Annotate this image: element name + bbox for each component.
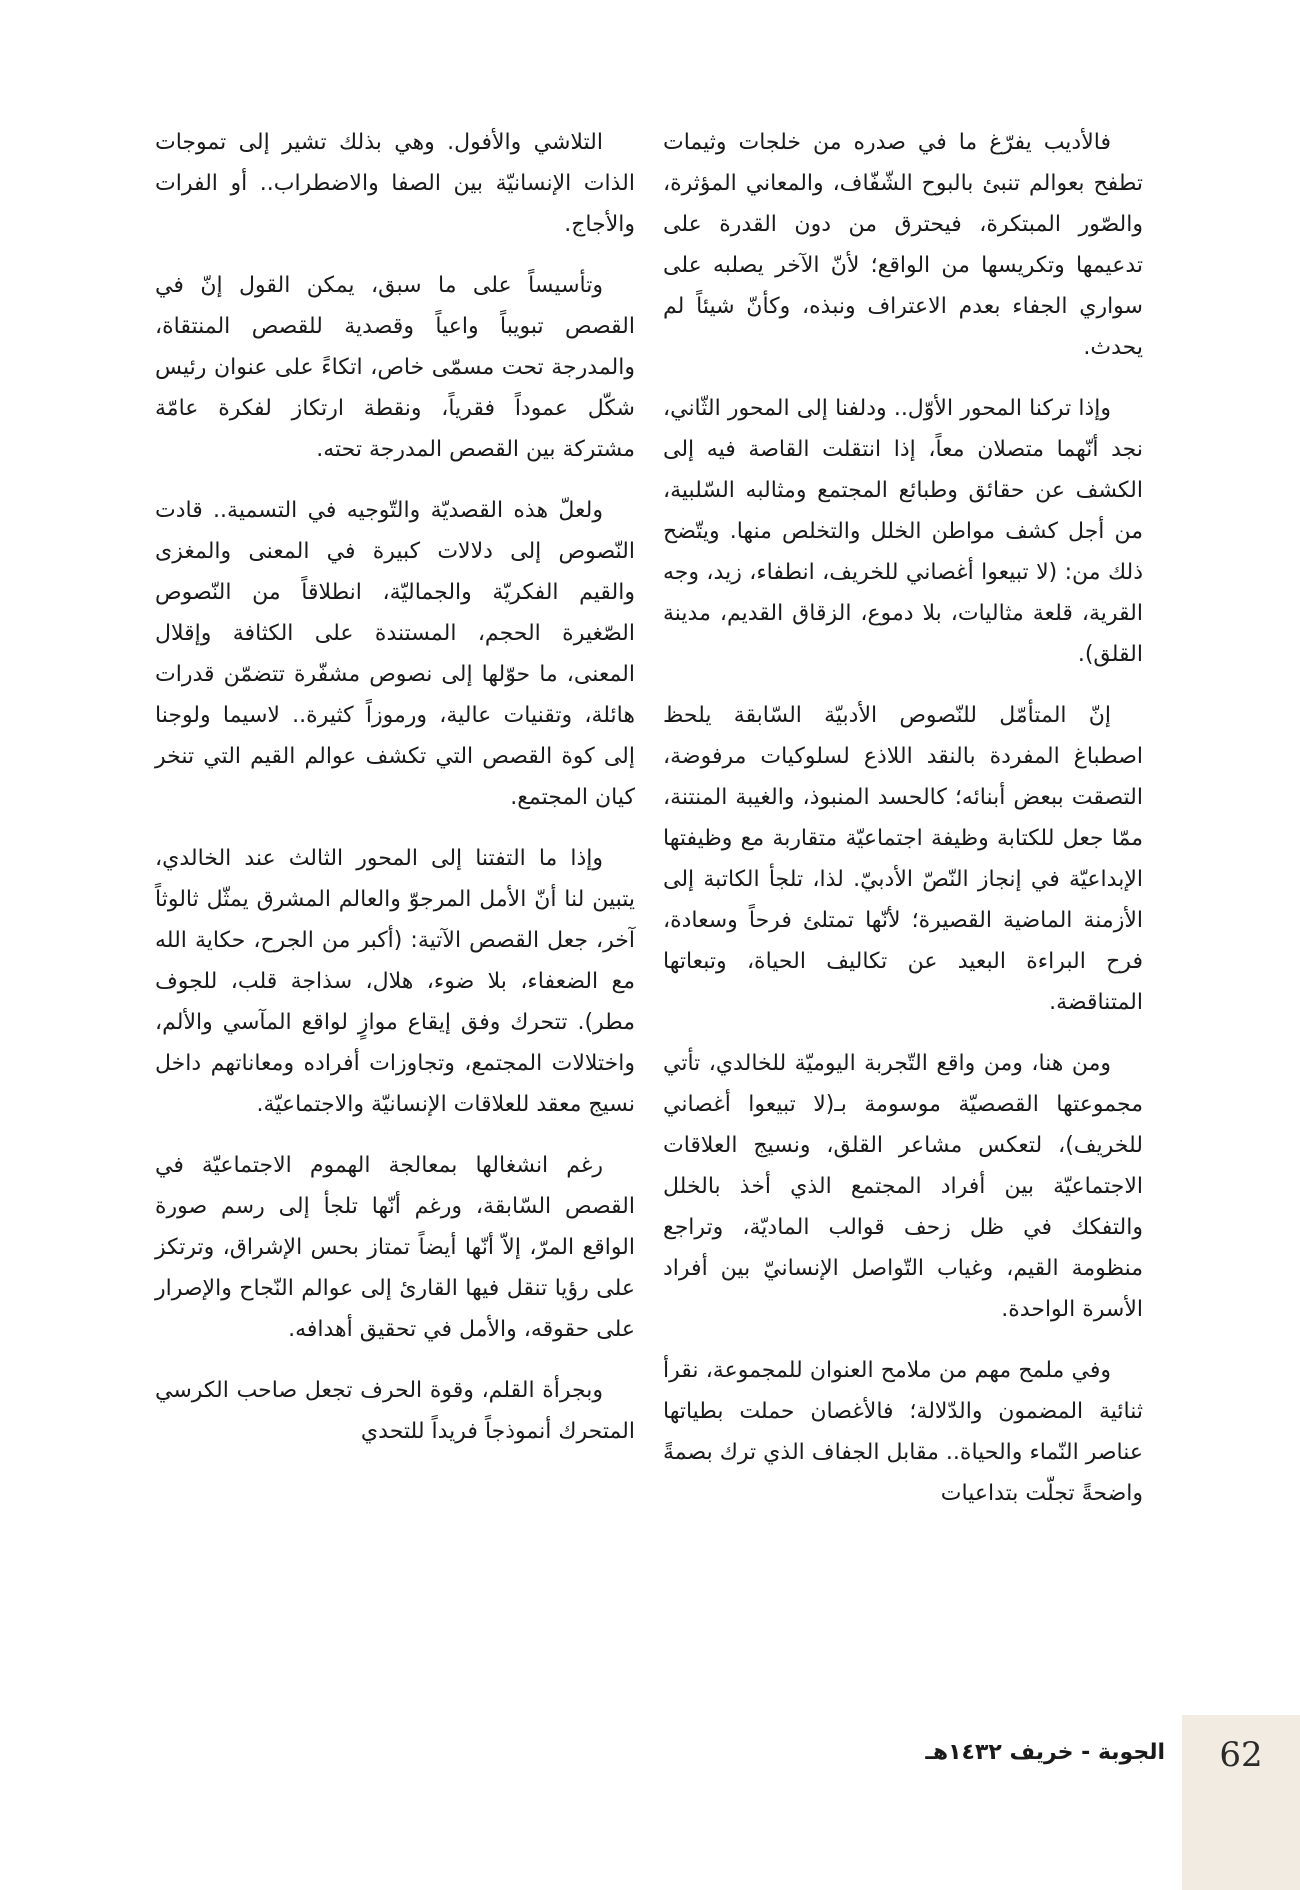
page-number: 62 — [1219, 1735, 1263, 1775]
article-column-left — [155, 122, 635, 1472]
paragraph: ومن هنا، ومن واقع التّجربة اليوميّة للخالدي، تأتي مجموعتها القصصيّة موسومة بـ(لا تبيعوا أغصاني للخريف)، لتعكس مشاعر القلق، ونسيج العلاقات الاجتماعيّة بين أفراد المجتمع الذي أخذ بالخلل والتفكك في ظل زحف قوالب الماديّة، وتراجع منظومة القيم، وغياب التّواصل الإنسانيّ بين أفراد الأسرة الواحدة. — [663, 1051, 1143, 1322]
paragraph: ولعلّ هذه القصديّة والتّوجيه في التسمية.. قادت النّصوص إلى دلالات كبيرة في المعنى والمغزى والقيم الفكريّة والجماليّة، انطلاقاً من النّصوص الصّغيرة الحجم، المستندة على الكثافة وإقلال المعنى، ما حوّلها إلى نصوص مشفّرة تتضمّن قدرات هائلة، وتقنيات عالية، ورموزاً كثيرة.. لاسيما ولوجنا إلى كوة القصص التي تكشف عوالم القيم التي تنخر كيان المجتمع. — [155, 498, 635, 810]
paragraph: رغم انشغالها بمعالجة الهموم الاجتماعيّة في القصص السّابقة، ورغم أنّها تلجأ إلى رسم صورة الواقع المرّ، إلاّ أنّها أيضاً تمتاز بحس الإشراق، وترتكز على رؤيا تنقل فيها القارئ إلى عوالم النّجاح والإصرار على حقوقه، والأمل في تحقيق أهدافه. — [155, 1153, 635, 1342]
issue-label: الجوبة - خريف ١٤٣٢هـ — [925, 1740, 1165, 1765]
paragraph: وبجرأة القلم، وقوة الحرف تجعل صاحب الكرسي المتحرك أنموذجاً فريداً للتحدي — [155, 1378, 635, 1444]
paragraph: وفي ملمح مهم من ملامح العنوان للمجموعة، نقرأ ثنائية المضمون والدّلالة؛ فالأغصان حملت بطياتها عناصر النّماء والحياة.. مقابل الجفاف الذي ترك بصمةً واضحةً تجلّت بتداعيات — [663, 1358, 1143, 1506]
article-column-right — [663, 122, 1143, 1534]
paragraph: وإذا تركنا المحور الأوّل.. ودلفنا إلى المحور الثّاني، نجد أنّهما متصلان معاً، إذا انتقلت القاصة فيه إلى الكشف عن حقائق وطبائع المجتمع ومثالبه السّلبية، من أجل كشف مواطن الخلل والتخلص منها. ويتّضح ذلك من: (لا تبيعوا أغصاني للخريف، انطفاء، زيد، وجه القرية، قلعة مثاليات، بلا دموع، الزقاق القديم، مدينة القلق). — [663, 396, 1143, 667]
paragraph: وتأسيساً على ما سبق، يمكن القول إنّ في القصص تبويباً واعياً وقصدية للقصص المنتقاة، والمدرجة تحت مسمّى خاص، اتكاءً على عنوان رئيس شكّل عموداً فقرياً، ونقطة ارتكاز لفكرة عامّة مشتركة بين القصص المدرجة تحته. — [155, 273, 635, 462]
paragraph: إنّ المتأمّل للنّصوص الأدبيّة السّابقة يلحظ اصطباغ المفردة بالنقد اللاذع لسلوكيات مرفوضة، التصقت ببعض أبنائه؛ كالحسد المنبوذ، والغيبة المنتنة، ممّا جعل للكتابة وظيفة اجتماعيّة متقاربة مع وظيفتها الإبداعيّة في إنجاز النّصّ الأدبيّ. لذا، تلجأ الكاتبة إلى الأزمنة الماضية القصيرة؛ لأنّها تمتلئ فرحاً وسعادة، فرح البراءة البعيد عن تكاليف الحياة، وتبعاتها المتناقضة. — [663, 703, 1143, 1015]
paragraph: وإذا ما التفتنا إلى المحور الثالث عند الخالدي، يتبين لنا أنّ الأمل المرجوّ والعالم المشرق يمثّل ثالوثاً آخر، جعل القصص الآتية: (أكبر من الجرح، حكاية الله مع الضعفاء، بلا ضوء، هلال، سذاجة قلب، للجوف مطر). تتحرك وفق إيقاع موازٍ لواقع المآسي والألم، واختلالات المجتمع، وتجاوزات أفراده ومعاناتهم داخل نسيج معقد للعلاقات الإنسانيّة والاجتماعيّة. — [155, 846, 635, 1117]
paragraph: التلاشي والأفول. وهي بذلك تشير إلى تموجات الذات الإنسانيّة بين الصفا والاضطراب.. أو الفرات والأجاج. — [155, 130, 635, 237]
paragraph: فالأديب يفرّغ ما في صدره من خلجات وثيمات تطفح بعوالم تنبئ بالبوح الشّفّاف، والمعاني المؤثرة، والصّور المبتكرة، فيحترق من دون القدرة على تدعيمها وتكريسها من الواقع؛ لأنّ الآخر يصلبه على سواري الجفاء بعدم الاعتراف ونبذه، وكأنّ شيئاً لم يحدث. — [663, 130, 1143, 360]
